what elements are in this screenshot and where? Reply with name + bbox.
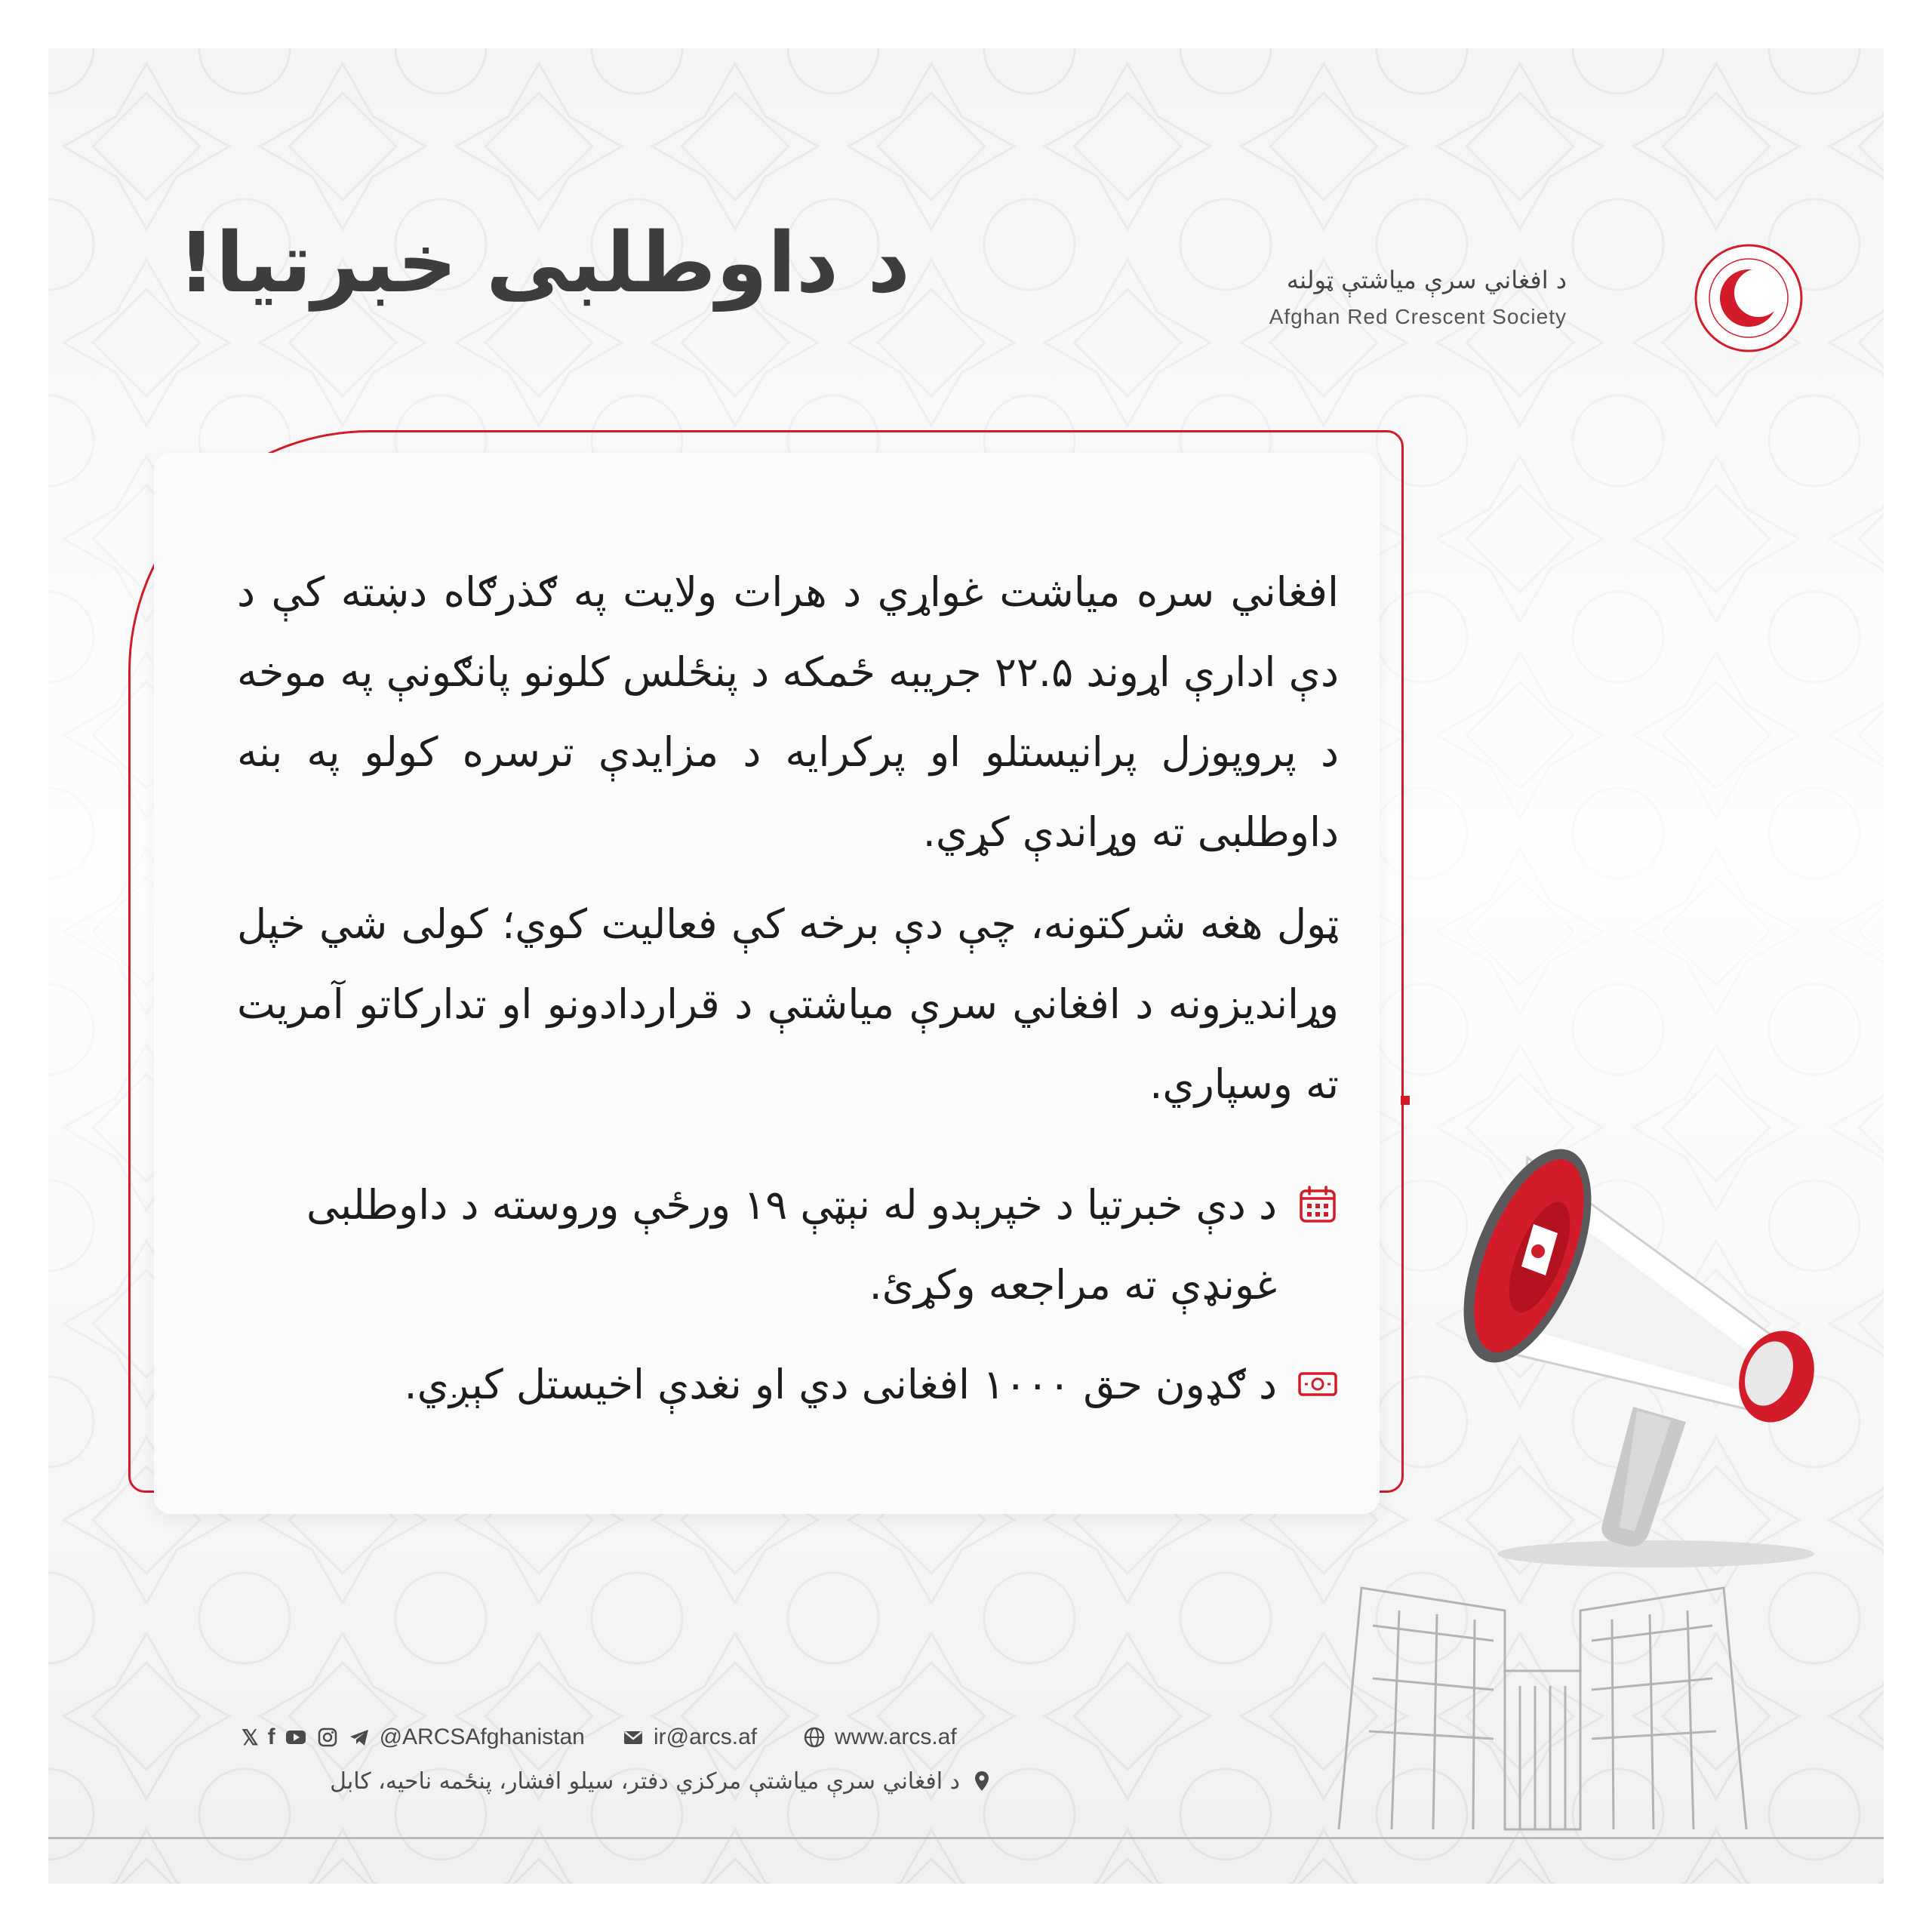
telegram-icon[interactable] [348, 1726, 371, 1749]
social-links [242, 1716, 585, 1758]
website-url[interactable]: www.arcs.af [835, 1724, 957, 1749]
social-handle[interactable]: @ARCSAfghanistan [379, 1724, 585, 1749]
globe-icon [803, 1726, 826, 1749]
instagram-icon[interactable] [316, 1726, 339, 1749]
calendar-icon [1297, 1183, 1339, 1226]
email-address[interactable]: ir@arcs.af [654, 1724, 758, 1749]
red-crescent-logo [1694, 243, 1804, 353]
cash-icon [1297, 1363, 1339, 1405]
org-name-english: Afghan Red Crescent Society [1269, 305, 1567, 328]
location-pin-icon [971, 1770, 993, 1792]
bullet-item-2 [237, 1345, 1339, 1425]
x-icon[interactable]: 𝕏 [242, 1725, 259, 1749]
bullet-item-1 [237, 1165, 1339, 1325]
accent-dot [1401, 1096, 1410, 1105]
paragraph-1: افغاني سره میاشت غواړي د هرات ولایت په ګذرګاه دښته کې د دې ادارې اړوند ۲۲.۵ جریبه ځمکه د پنځلس کلونو پانګونې په موخه د پروپوزل پرانیستلو او پرکرایه د مزایدې ترسره کولو په بنه داوطلبی ته وړاندې کړي. [237, 568, 1339, 856]
website-link[interactable] [803, 1716, 957, 1758]
mail-icon [622, 1726, 645, 1749]
paragraph-2: ټول هغه شرکتونه، چې دې برخه کې فعالیت کوي؛ کولی شي خپل وړاندیزونه د افغاني سرې میاشتې د قراردادونو او تدارکاتو آمریت ته وسپاري. [237, 900, 1339, 1108]
poster [48, 48, 1884, 1884]
footer-divider [48, 1837, 1884, 1839]
bullet-text-2: د ګډون حق ۱۰۰۰ افغانی دي او نغدې اخیستل کېږي. [404, 1361, 1277, 1408]
org-name-pashto: د افغاني سرې میاشتې ټولنه [1286, 266, 1567, 294]
address-text: د افغاني سرې میاشتې مرکزي دفتر، سیلو افشار، پنځمه ناحیه، کابل [330, 1767, 960, 1795]
page-title: د داوطلبی خبرتیا! [177, 214, 910, 311]
bullet-text-1: د دې خبرتیا د خپرېدو له نېټې ۱۹ ورځې وروسته د داوطلبی غونډې ته مراجعه وکړئ. [306, 1181, 1277, 1309]
youtube-icon[interactable] [285, 1726, 307, 1749]
building-illustration [1331, 1558, 1754, 1837]
address [330, 1760, 993, 1802]
facebook-icon[interactable]: f [267, 1724, 275, 1749]
email-contact[interactable] [622, 1716, 757, 1758]
megaphone-icon [1444, 1090, 1867, 1573]
